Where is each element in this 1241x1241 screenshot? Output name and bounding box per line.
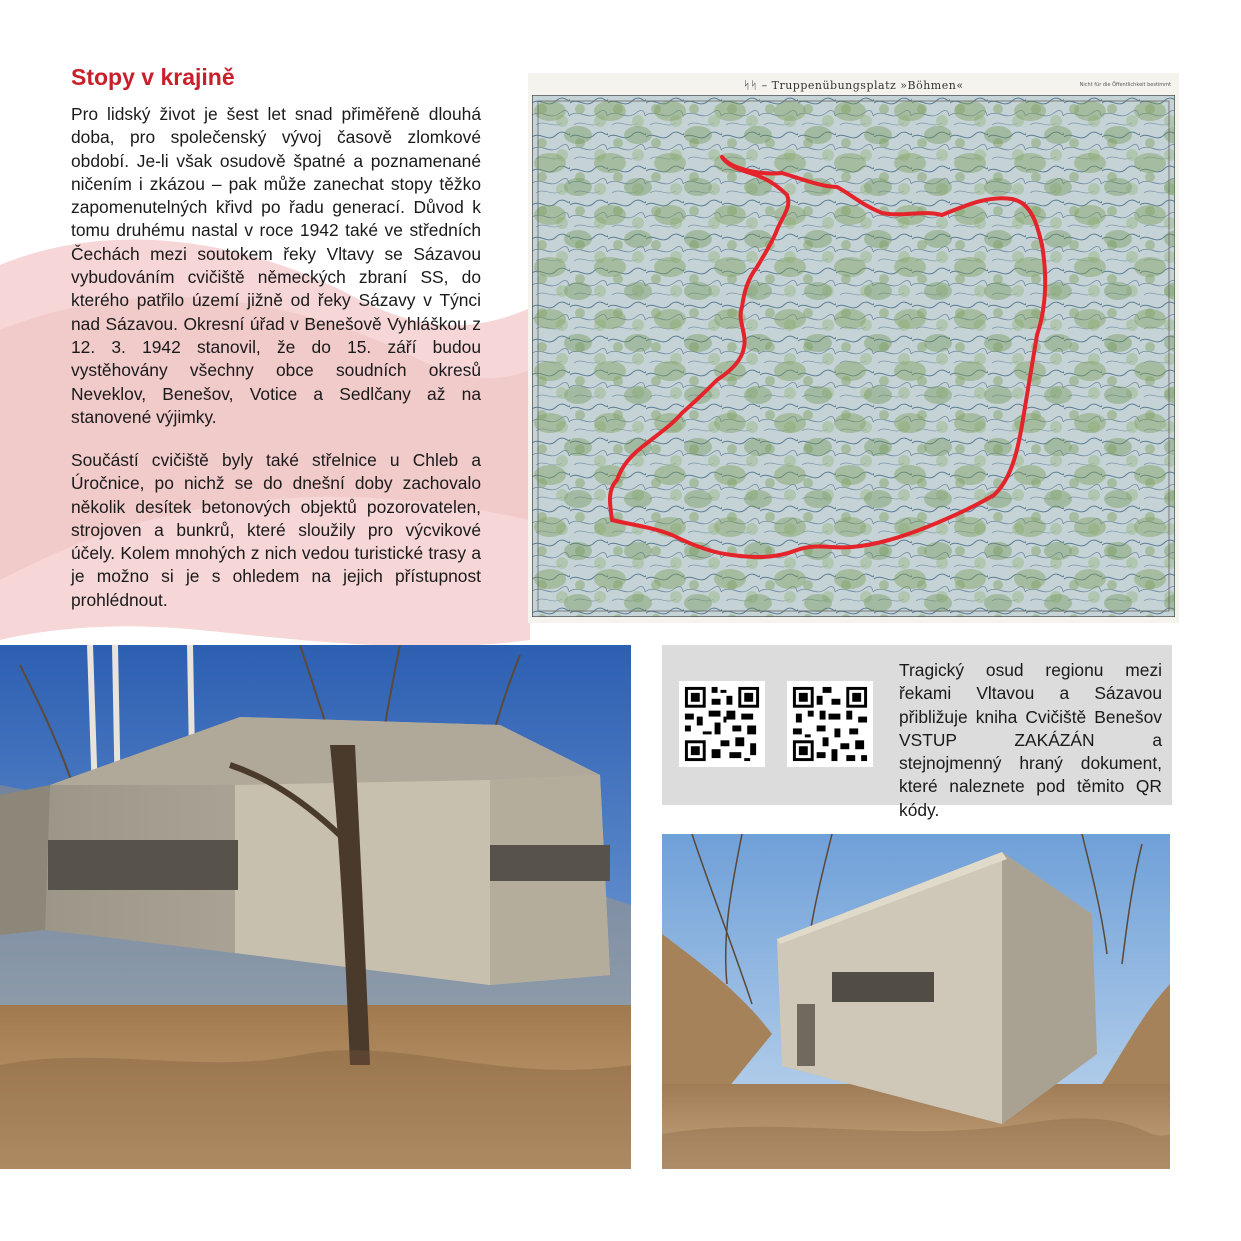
historic-map: [528, 73, 1179, 623]
qr-code-documentary[interactable]: [787, 681, 873, 767]
qr-code-book[interactable]: [679, 681, 765, 767]
bunker-photo-2: [662, 834, 1170, 1169]
paragraph-shooting-ranges: Součástí cvičiště byly také střelnice u Chleb a Úročnice, po nichž se do dnešní doby zachovalo několik desítek betonových objektů pozorovatelen, strojoven a bunkrů, které sloužily pro výcvikové účely. Kolem mnohých z nich vedou turistické trasy a je možno si je s ohledem na jejich přístupnost prohlédnout.: [71, 450, 481, 610]
qr-info-box: [662, 645, 1172, 820]
paragraph-history: Pro lidský život je šest let snad přiměřeně dlouhá doba, pro společenský vývoj časově zlomkové období. Je-li však osudově špatné a poznamenané ničením i zkázou – pak může zanechat stopy těžko zapomenutelných křivd po řadu generací. Důvod k tomu druhému nastal v roce 1942 také ve středních Čechách mezi soutokem řeky Vltavy se Sázavou vybudováním cvičiště německých zbraní SS, do kterého patřilo území jižně od řeky Sázavy v Týnci nad Sázavou. Okresní úřad v Benešově Vyhláškou z 12. 3. 1942 stanovil, že do 15. září budou vystěhovány všechny obce soudních okresů Neveklov, Benešov, Votice a Sedlčany až na stanovené výjimky.: [71, 104, 481, 427]
page-title: Stopy v krajině: [71, 64, 235, 90]
map-note: Nicht für die Öffentlichkeit bestimmt: [1079, 82, 1171, 88]
bunker-photo-1: [0, 645, 631, 1169]
map-title: ᛋᛋ – Truppenübungsplatz »Böhmen«: [743, 79, 964, 92]
qr-description: Tragický osud regionu mezi řekami Vltavou a Sázavou přibližuje kniha Cvičiště Benešov VSTUP ZAKÁZÁN a stejnojmenný hraný dokument, které naleznete pod těmito QR kódy.: [899, 660, 1162, 820]
map-image: [532, 95, 1175, 617]
